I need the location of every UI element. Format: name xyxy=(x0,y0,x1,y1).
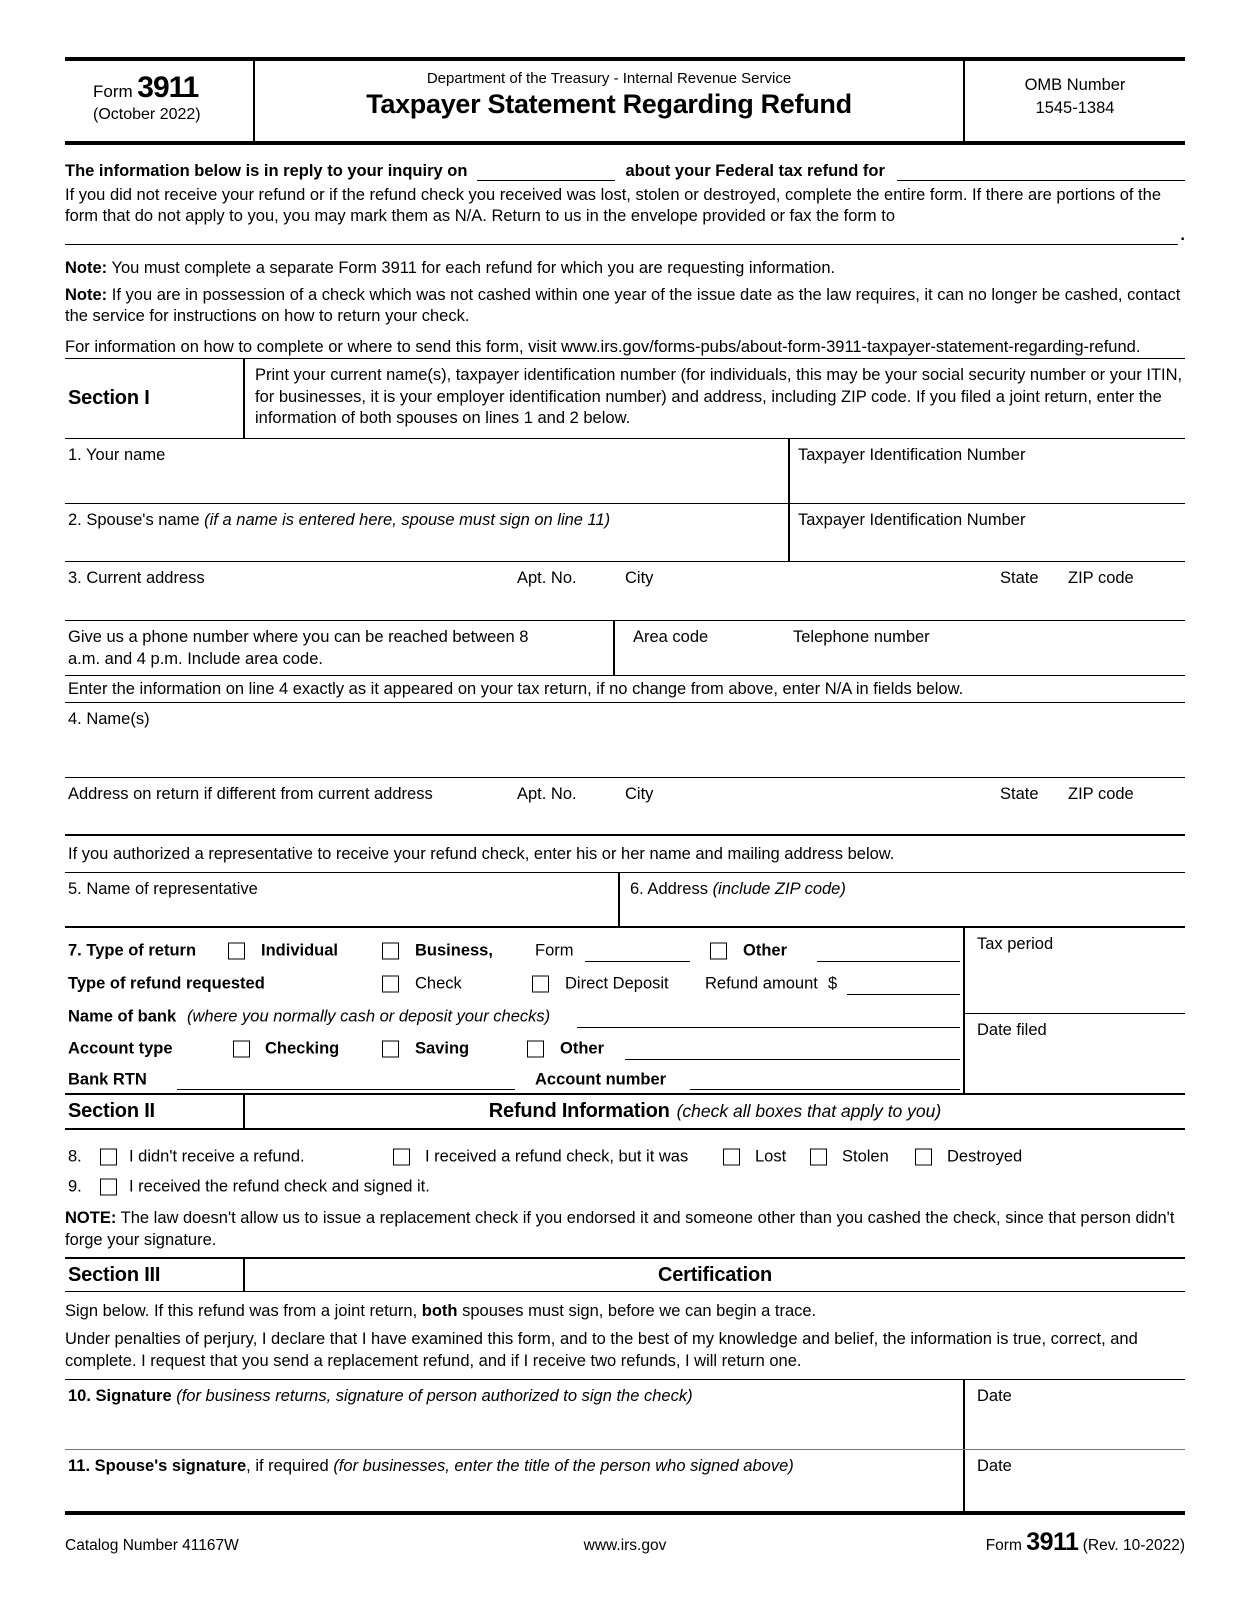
state-label: State xyxy=(1000,569,1039,587)
inquiry-date-blank[interactable] xyxy=(477,161,615,181)
received-signed-label: I received the refund check and signed it. xyxy=(129,1177,430,1196)
date-label: Date xyxy=(977,1387,1012,1405)
individual-label: Individual xyxy=(261,941,339,959)
spouse-signature-input-area[interactable] xyxy=(65,1450,965,1511)
check-label: Check xyxy=(415,974,462,992)
zip-code-label: ZIP code xyxy=(1068,785,1134,803)
row-address-on-return[interactable] xyxy=(65,777,1185,834)
section-1-header xyxy=(65,359,1185,438)
bank-name-line xyxy=(65,1000,963,1033)
other-return-checkbox[interactable] xyxy=(710,942,727,959)
representative-instruction: If you authorized a representative to receive your refund check, enter his or her name and mailing address below. xyxy=(65,834,1185,872)
other-account-blank[interactable] xyxy=(625,1058,960,1060)
address-on-return-label: Address on return if different from current address xyxy=(68,785,433,803)
tin-1-label: Taxpayer Identification Number xyxy=(798,446,1026,464)
footer-form-id xyxy=(815,1528,1185,1557)
signature-label: 10. Signature xyxy=(68,1387,172,1405)
tin-1-input-area[interactable] xyxy=(790,439,1185,503)
section-3-label: Section III xyxy=(68,1263,161,1286)
bank-name-blank[interactable] xyxy=(577,1026,960,1028)
destroyed-label: Destroyed xyxy=(947,1147,1023,1166)
representative-name-label: 5. Name of representative xyxy=(68,880,258,898)
checking-checkbox[interactable] xyxy=(233,1041,250,1058)
account-type-line xyxy=(65,1033,963,1065)
representative-name-input-area[interactable] xyxy=(65,873,620,926)
no-refund-checkbox[interactable] xyxy=(100,1149,117,1166)
row-name-on-return[interactable] xyxy=(65,702,1185,777)
row-type-of-return xyxy=(65,926,1185,1093)
form-word: Form xyxy=(93,82,133,101)
inquiry-text-after: about your Federal tax refund for xyxy=(625,162,885,180)
bank-name-label: Name of bank xyxy=(68,1007,177,1025)
section-2-note xyxy=(65,1208,1185,1251)
names-label: 4. Name(s) xyxy=(68,710,150,728)
section-2-label-cell xyxy=(65,1095,245,1128)
page-title: Taxpayer Statement Regarding Refund xyxy=(366,89,852,119)
note-1-label: Note: xyxy=(65,259,108,277)
signature-input-area[interactable] xyxy=(65,1380,965,1449)
form-revision-date: (October 2022) xyxy=(93,106,201,123)
check-checkbox[interactable] xyxy=(382,975,399,992)
line-8-number: 8. xyxy=(68,1147,82,1166)
form-number-blank[interactable] xyxy=(585,960,690,962)
omb-block xyxy=(965,61,1185,141)
section-1-label: Section I xyxy=(68,387,150,409)
area-code-label: Area code xyxy=(633,628,709,646)
row-spouse-signature xyxy=(65,1449,1185,1511)
state-label: State xyxy=(1000,785,1039,803)
section-2-note-text: The law doesn't allow us to issue a replacement check if you endorsed it and someone other than you cashed the check, since that person didn't forge your signature. xyxy=(65,1209,1175,1249)
department-line: Department of the Treasury - Internal Revenue Service xyxy=(426,70,792,87)
account-type-label: Account type xyxy=(68,1039,173,1058)
representative-address-label: 6. Address xyxy=(630,880,708,898)
section-2-note-label: NOTE: xyxy=(65,1209,117,1227)
section-3-title-text: Certification xyxy=(657,1263,773,1286)
lost-label: Lost xyxy=(755,1147,787,1166)
tax-period-label: Tax period xyxy=(977,935,1054,953)
received-check-label: I received a refund check, but it was xyxy=(425,1147,689,1166)
line-9-number: 9. xyxy=(68,1177,82,1196)
omb-number: 1545-1384 xyxy=(1035,99,1115,117)
other-return-blank[interactable] xyxy=(817,960,960,962)
saving-label: Saving xyxy=(415,1039,470,1058)
other-account-checkbox[interactable] xyxy=(527,1041,544,1058)
footer-form-number: 3911 xyxy=(1026,1528,1079,1556)
return-type-line xyxy=(65,934,963,967)
form-number-block xyxy=(65,61,255,141)
bank-rtn-label: Bank RTN xyxy=(68,1070,147,1089)
section-3-title xyxy=(245,1259,1185,1291)
intro-paragraph: If you did not receive your refund or if the refund check you received was lost, stolen or destroyed, complete the entire form. If there are portions of the form that do not apply to you, you may mark them as N/A. Return to us in the envelope provided or fax the form to xyxy=(65,186,1161,225)
fax-number-line xyxy=(65,227,1185,245)
apt-no-label: Apt. No. xyxy=(517,785,577,803)
form-header xyxy=(65,57,1185,145)
spouse-name-note: (if a name is entered here, spouse must sign on line 11) xyxy=(204,511,611,529)
signature-note: (for business returns, signature of person authorized to sign the check) xyxy=(176,1387,693,1405)
direct-deposit-label: Direct Deposit xyxy=(565,974,669,992)
section-2-title-note: (check all boxes that apply to you) xyxy=(676,1101,942,1121)
row-current-address[interactable] xyxy=(65,561,1185,620)
dollar-sign: $ xyxy=(828,974,838,992)
bank-name-note: (where you normally cash or deposit your checks) xyxy=(187,1007,551,1025)
other-account-label: Other xyxy=(560,1039,605,1058)
refund-year-blank[interactable] xyxy=(897,161,1185,181)
page-footer xyxy=(65,1528,1185,1557)
section-3-label-cell xyxy=(65,1259,245,1291)
section-1-label-cell xyxy=(65,359,245,438)
tax-period-input-area[interactable] xyxy=(965,928,1185,1013)
row-representative xyxy=(65,872,1185,926)
spouse-signature-mid: , if required xyxy=(246,1457,329,1475)
saving-checkbox[interactable] xyxy=(382,1041,399,1058)
refund-amount-blank[interactable] xyxy=(847,993,960,995)
representative-address-input-area[interactable] xyxy=(620,873,1185,926)
form-number: 3911 xyxy=(137,71,199,104)
your-name-label: 1. Your name xyxy=(68,446,166,464)
your-name-input-area[interactable] xyxy=(65,439,790,503)
line-9 xyxy=(65,1174,1185,1200)
phone-instruction: Give us a phone number where you can be reached between 8 a.m. and 4 p.m. Include area code. xyxy=(65,621,615,675)
date-filed-label: Date filed xyxy=(977,1021,1047,1039)
lost-checkbox[interactable] xyxy=(723,1149,740,1166)
checking-label: Checking xyxy=(265,1039,340,1058)
representative-address-note: (include ZIP code) xyxy=(712,880,846,898)
city-label: City xyxy=(625,569,654,587)
inquiry-line xyxy=(65,157,1185,181)
no-refund-label: I didn't receive a refund. xyxy=(129,1147,305,1166)
note-2-text: If you are in possession of a check which was not cashed within one year of the issue date as the law requires, it can no longer be cashed, contact the service for instructions on how to return your check. xyxy=(65,286,1181,325)
section-2-title-text: Refund Information xyxy=(488,1100,670,1122)
apt-no-label: Apt. No. xyxy=(517,569,577,587)
row-signature xyxy=(65,1380,1185,1449)
sign-below-line xyxy=(65,1302,1185,1324)
direct-deposit-checkbox[interactable] xyxy=(532,975,549,992)
refund-amount-label: Refund amount xyxy=(705,974,818,992)
telephone-number-label: Telephone number xyxy=(793,628,930,646)
spouse-signature-note: (for businesses, enter the title of the person who signed above) xyxy=(333,1457,794,1475)
sign-below-before: Sign below. If this refund was from a joint return, xyxy=(65,1302,418,1320)
zip-code-label: ZIP code xyxy=(1068,569,1134,587)
section-2-title xyxy=(245,1095,1185,1128)
spouse-name-label: 2. Spouse's name xyxy=(68,511,200,529)
section-1 xyxy=(65,358,1185,1093)
sign-below-after: spouses must sign, before we can begin a trace. xyxy=(462,1302,817,1320)
other-return-label: Other xyxy=(743,941,788,959)
stolen-label: Stolen xyxy=(842,1147,889,1166)
inquiry-text-before: The information below is in reply to your inquiry on xyxy=(65,162,468,180)
fax-line-period: . xyxy=(1180,226,1185,244)
info-paragraph: For information on how to complete or where to send this form, visit www.irs.gov/forms-pubs/about-form-3911-taxpayer-statement-regarding-refund. xyxy=(65,338,1141,356)
destroyed-checkbox[interactable] xyxy=(915,1149,932,1166)
note-1-text: You must complete a separate Form 3911 for each refund for which you are requesting information. xyxy=(111,259,836,277)
note-2 xyxy=(65,285,1185,327)
footer-form-word: Form xyxy=(985,1537,1022,1554)
tin-2-input-area[interactable] xyxy=(790,504,1185,561)
individual-checkbox[interactable] xyxy=(228,942,245,959)
spouse-name-input-area[interactable] xyxy=(65,504,790,561)
received-signed-checkbox[interactable] xyxy=(100,1179,117,1196)
account-number-label: Account number xyxy=(535,1070,667,1089)
row-phone xyxy=(65,620,1185,675)
footer-revision: (Rev. 10-2022) xyxy=(1082,1537,1185,1554)
tax-period-column xyxy=(965,928,1185,1093)
current-address-label: 3. Current address xyxy=(68,569,205,587)
row-spouse-name xyxy=(65,503,1185,561)
form-field-label: Form xyxy=(535,941,574,959)
refund-type-label: Type of refund requested xyxy=(68,974,265,992)
date-filed-input-area[interactable] xyxy=(965,1013,1185,1093)
date-label: Date xyxy=(977,1457,1012,1475)
stolen-checkbox[interactable] xyxy=(810,1149,827,1166)
irs-website: www.irs.gov xyxy=(583,1537,667,1554)
section-2-label: Section II xyxy=(68,1100,155,1122)
bank-rtn-blank[interactable] xyxy=(177,1088,515,1090)
section-3-header xyxy=(65,1257,1185,1292)
catalog-number: Catalog Number 41167W xyxy=(65,1537,239,1554)
signature-table xyxy=(65,1379,1185,1515)
section-2-header xyxy=(65,1093,1185,1130)
type-of-return-label: 7. Type of return xyxy=(68,941,197,959)
city-label: City xyxy=(625,785,654,803)
form-title-block xyxy=(255,61,965,141)
received-check-checkbox[interactable] xyxy=(393,1149,410,1166)
line4-instruction: Enter the information on line 4 exactly as it appeared on your tax return, if no change from above, enter N/A in fields below. xyxy=(65,675,1185,702)
omb-label: OMB Number xyxy=(1024,76,1126,94)
refund-type-line xyxy=(65,967,963,1000)
fax-number-blank[interactable] xyxy=(65,229,1178,245)
sign-below-bold: both xyxy=(421,1302,458,1320)
section-1-description: Print your current name(s), taxpayer identification number (for individuals, this may be your social security number or your ITIN, for businesses, it is your employer identification number) and address, including ZIP code. If you filed a joint return, enter the information of both spouses on lines 1 and 2 below. xyxy=(255,366,1183,427)
tin-2-label: Taxpayer Identification Number xyxy=(798,511,1026,529)
note-1 xyxy=(65,258,1185,279)
account-number-blank[interactable] xyxy=(690,1088,960,1090)
spouse-signature-label: 11. Spouse's signature xyxy=(68,1457,247,1475)
spouse-date-input-area[interactable] xyxy=(965,1450,1185,1511)
notes-block xyxy=(65,258,1185,358)
type-of-return-fields xyxy=(65,928,965,1093)
perjury-statement: Under penalties of perjury, I declare that I have examined this form, and to the best of my knowledge and belief, the information is true, correct, and complete. I request that you send a replacement refund, and if I receive two refunds, I will return one. xyxy=(65,1330,1138,1370)
phone-input-area[interactable] xyxy=(615,621,1185,675)
note-2-label: Note: xyxy=(65,286,108,304)
signature-date-input-area[interactable] xyxy=(965,1380,1185,1449)
row-your-name xyxy=(65,438,1185,503)
business-checkbox[interactable] xyxy=(382,942,399,959)
line-8 xyxy=(65,1144,1185,1170)
bank-rtn-line xyxy=(65,1065,963,1095)
business-label: Business, xyxy=(415,941,493,959)
